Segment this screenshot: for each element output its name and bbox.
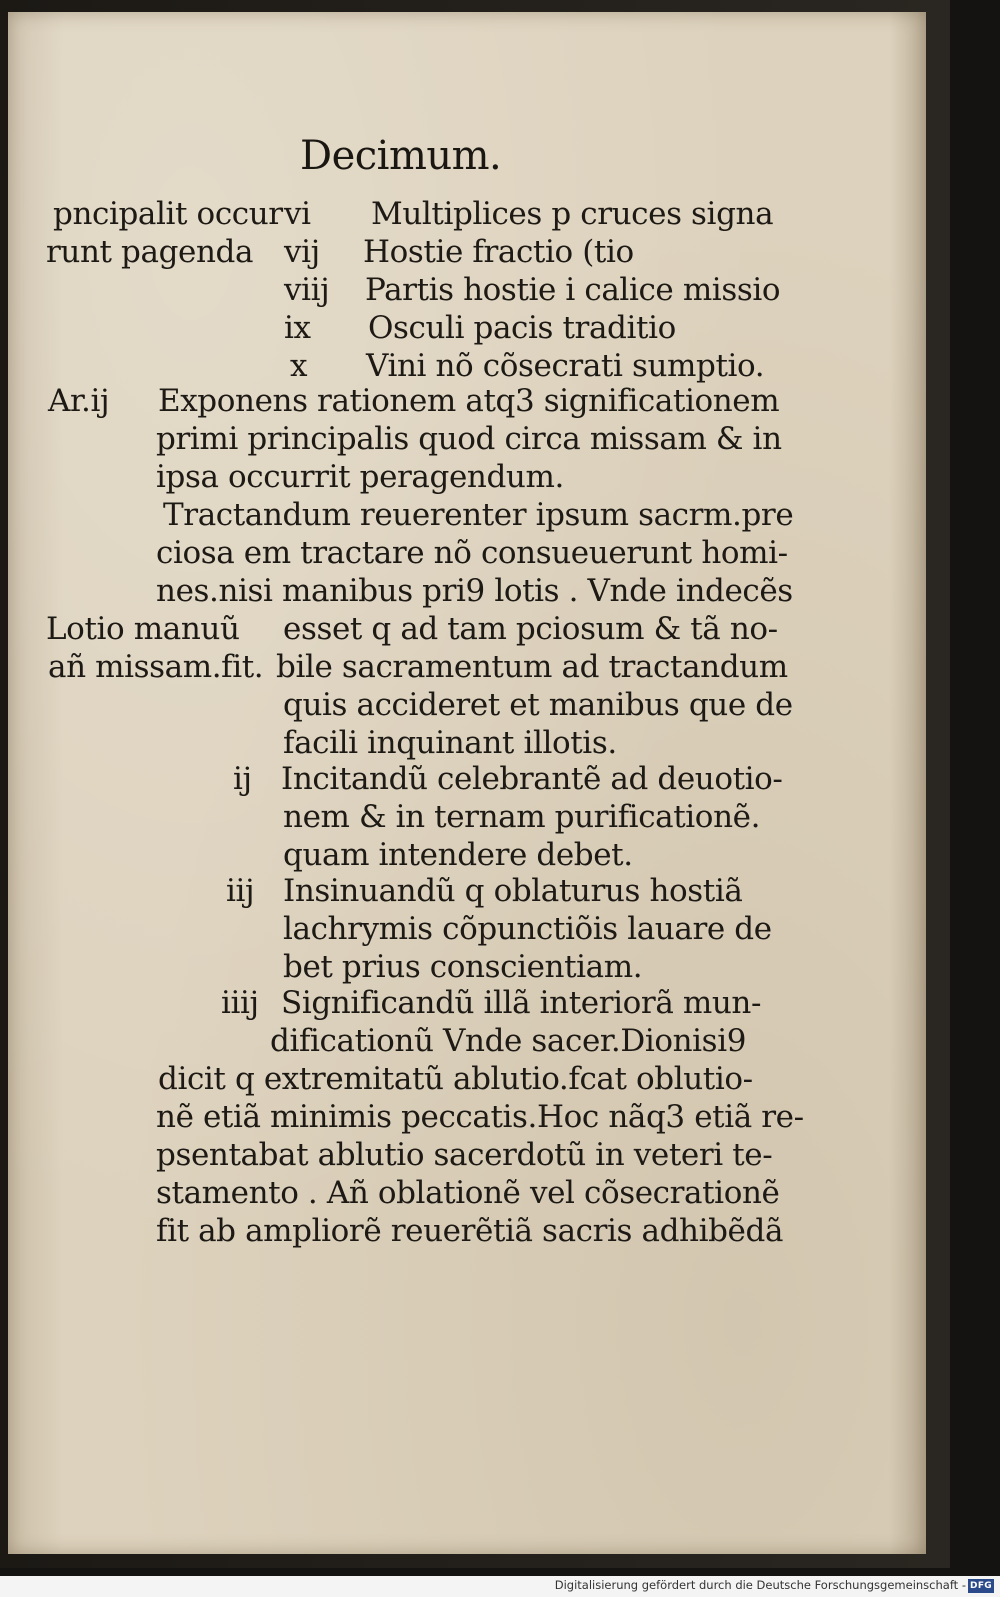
list-item-text: Multiplices p cruces signa <box>371 196 774 232</box>
point-line: quam intendere debet. <box>283 837 633 873</box>
article-heading-line: primi principalis quod circa missam & in <box>156 421 782 457</box>
dfg-logo: DFG <box>968 1579 994 1593</box>
margin-note-line: pncipalit occur <box>53 196 283 232</box>
point-numeral: ij <box>233 761 252 797</box>
margin-note-line: runt pagenda <box>46 234 254 270</box>
list-item-text: Partis hostie i calice missio <box>365 272 781 308</box>
closing-line: fit ab ampliorẽ reuerẽtiã sacris adhibẽdã <box>156 1213 784 1249</box>
list-item-text: Osculi pacis traditio <box>368 310 676 346</box>
body-line: facili inquinant illotis. <box>283 725 617 761</box>
list-item-text: Vini nõ cõsecrati sumptio. <box>366 348 765 384</box>
side-note-line: añ missam.fit. <box>48 649 264 685</box>
body-line: esset q ad tam pciosum & tã no- <box>283 611 778 647</box>
closing-line: psentabat ablutio sacerdotũ in veteri te- <box>156 1137 773 1173</box>
point-numeral: iiij <box>221 985 259 1021</box>
side-note-line: Lotio manuũ <box>46 611 240 647</box>
body-line: ciosa em tractare nõ consueuerunt homi- <box>156 535 788 571</box>
list-numeral: vij <box>284 234 320 270</box>
point-line: lachrymis cõpunctiõis lauare de <box>283 911 772 947</box>
point-line: bet prius conscientiam. <box>283 949 643 985</box>
body-line: bile sacramentum ad tractandum <box>276 649 788 685</box>
list-item-text: Hostie fractio (tio <box>363 234 634 270</box>
point-line: Incitandũ celebrantẽ ad deuotio- <box>281 761 783 797</box>
body-line: Tractandum reuerenter ipsum sacrm.pre <box>163 497 794 533</box>
list-numeral: x <box>290 348 308 384</box>
list-numeral: viij <box>284 272 330 308</box>
article-heading-line: ipsa occurrit peragendum. <box>156 459 564 495</box>
point-line: Insinuandũ q oblaturus hostiã <box>283 873 743 909</box>
closing-line: dicit q extremitatũ ablutio.fcat oblutio- <box>158 1061 753 1097</box>
body-line: nes.nisi manibus pri9 lotis . Vnde indecẽs <box>156 573 793 609</box>
point-line: Significandũ illã interiorã mun- <box>281 985 762 1021</box>
article-label: Ar.ij <box>48 383 110 419</box>
list-numeral: vi <box>284 196 311 232</box>
article-heading-line: Exponens rationem atq3 significationem <box>158 383 780 419</box>
closing-line: stamento . Añ oblationẽ vel cõsecrationẽ <box>156 1175 780 1211</box>
point-numeral: iij <box>226 873 255 909</box>
point-line: nem & in ternam purificationẽ. <box>283 799 761 835</box>
body-line: quis accideret et manibus que de <box>283 687 793 723</box>
funding-credit: Digitalisierung gefördert durch die Deutsche Forschungsgemeinschaft - <box>554 1578 966 1592</box>
point-line: dificationũ Vnde sacer.Dionisi9 <box>270 1023 747 1059</box>
book-page <box>8 12 926 1554</box>
closing-line: nẽ etiã minimis peccatis.Hoc nãq3 etiã re- <box>156 1099 804 1135</box>
running-head: Decimum. <box>300 133 502 179</box>
list-numeral: ix <box>284 310 311 346</box>
